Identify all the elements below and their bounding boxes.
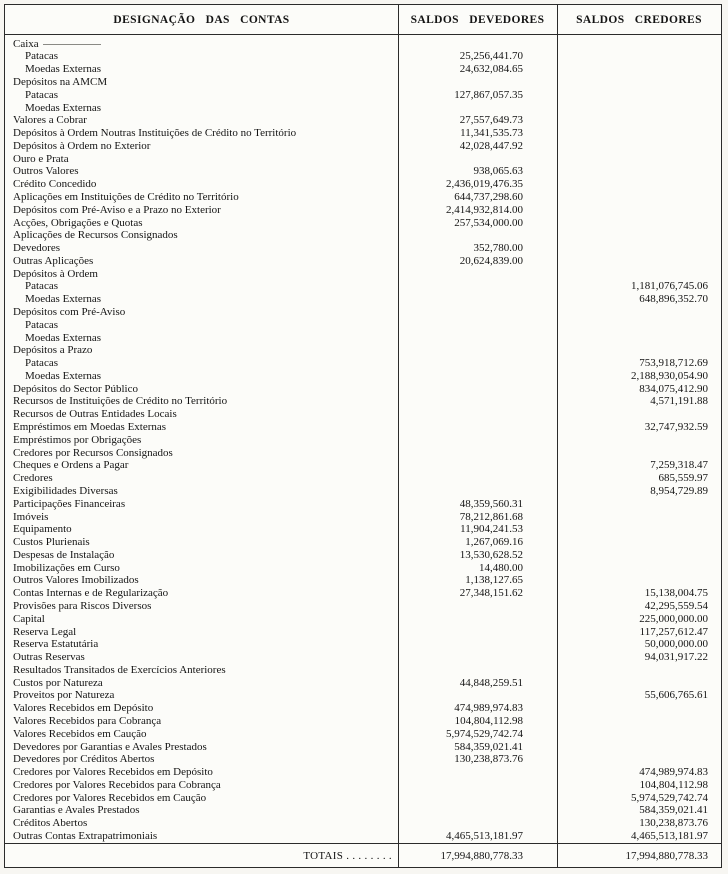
- table-row: [5, 255, 721, 268]
- debit-value: 14,480.00: [479, 561, 523, 574]
- account-label: Depósitos com Pré-Aviso: [13, 307, 126, 319]
- table-row: [5, 511, 721, 524]
- credit-value: 8,954,729.89: [650, 484, 708, 497]
- table-row: [5, 115, 721, 128]
- table-row: [5, 549, 721, 562]
- table-row: [5, 728, 721, 741]
- account-label: Recursos de Instituições de Crédito no Território: [13, 396, 228, 408]
- totals-row: [5, 843, 721, 867]
- credit-value: 474,989,974.83: [639, 766, 708, 779]
- account-label: Cheques e Ordens a Pagar: [13, 460, 129, 472]
- credit-value: 117,257,612.47: [639, 625, 708, 638]
- table-row: [5, 191, 721, 204]
- debit-value: 42,028,447.92: [459, 139, 523, 152]
- credit-value: 50,000,000.00: [644, 638, 708, 651]
- table-header-row: [5, 5, 721, 35]
- account-label: Acções, Obrigações e Quotas: [13, 217, 143, 229]
- credit-value: 753,918,712.69: [639, 357, 708, 370]
- table-row: [5, 409, 721, 422]
- account-label: Caixa: [5, 39, 398, 51]
- account-label: Outras Aplicações: [13, 255, 94, 267]
- table-row: [5, 664, 721, 677]
- credit-value: 584,359,021.41: [639, 804, 708, 817]
- debit-value: 24,632,084.65: [459, 63, 523, 76]
- debit-value: 2,414,932,814.00: [446, 203, 523, 216]
- account-label: Devedores por Créditos Abertos: [13, 754, 155, 766]
- debit-value: 27,348,151.62: [459, 587, 523, 600]
- table-row: [5, 421, 721, 434]
- table-row: [5, 51, 721, 64]
- table-row: [5, 754, 721, 767]
- debit-value: 27,557,649.73: [459, 114, 523, 127]
- debit-value: 104,804,112.98: [454, 715, 523, 728]
- balance-sheet-table: [4, 4, 722, 868]
- account-label: Outros Valores Imobilizados: [13, 575, 139, 587]
- account-label: Exigibilidades Diversas: [13, 485, 118, 497]
- table-row: [5, 140, 721, 153]
- account-label: Proveitos por Natureza: [13, 690, 115, 702]
- account-label: Custos por Natureza: [13, 677, 103, 689]
- credit-value: 15,138,004.75: [644, 587, 708, 600]
- credit-value: 1,181,076,745.06: [631, 280, 708, 293]
- table-row: [5, 281, 721, 294]
- table-row: [5, 741, 721, 754]
- credit-value: 225,000,000.00: [639, 612, 708, 625]
- account-label: Valores Recebidos em Depósito: [13, 703, 154, 715]
- account-label: Moedas Externas: [25, 64, 102, 76]
- account-label: Imobilizações em Curso: [13, 562, 120, 574]
- account-label: Depósitos do Sector Público: [13, 383, 138, 395]
- table-row: [5, 767, 721, 780]
- table-row: [5, 166, 721, 179]
- table-row: [5, 473, 721, 486]
- debit-value: 48,359,560.31: [459, 497, 523, 510]
- account-label: Credores por Recursos Consignados: [13, 447, 173, 459]
- credit-value: 648,896,352.70: [639, 293, 708, 306]
- column-divider-2: [557, 5, 558, 867]
- table-row: [5, 306, 721, 319]
- table-row: [5, 396, 721, 409]
- debit-value: 2,436,019,476.35: [446, 178, 523, 191]
- account-label: Outros Valores: [13, 166, 79, 178]
- credit-value: 2,188,930,054.90: [631, 369, 708, 382]
- table-row: [5, 76, 721, 89]
- account-label: Credores por Valores Recebidos em Depósito: [13, 767, 213, 779]
- table-row: [5, 38, 721, 51]
- account-label: Provisões para Riscos Diversos: [13, 600, 152, 612]
- account-label: Depósitos com Pré-Aviso e a Prazo no Exterior: [13, 204, 221, 216]
- credit-value: 5,974,529,742.74: [631, 791, 708, 804]
- debit-value: 11,904,241.53: [460, 523, 523, 536]
- debit-value: 644,737,298.60: [454, 190, 523, 203]
- account-label: Contas Internas e de Regularização: [13, 588, 169, 600]
- table-row: [5, 153, 721, 166]
- table-row: [5, 588, 721, 601]
- credit-value: 7,259,318.47: [650, 459, 708, 472]
- debit-value: 78,212,861.68: [459, 510, 523, 523]
- account-label: Moedas Externas: [25, 102, 102, 114]
- account-label: Depósitos na AMCM: [13, 76, 108, 88]
- account-label: Moedas Externas: [25, 294, 102, 306]
- account-label: Devedores: [13, 243, 61, 255]
- table-row: [5, 294, 721, 307]
- account-label: Crédito Concedido: [13, 179, 97, 191]
- table-body: [5, 35, 721, 843]
- debit-value: 4,465,513,181.97: [446, 830, 523, 843]
- account-label: Patacas: [25, 281, 58, 293]
- table-row: [5, 230, 721, 243]
- table-row: [5, 498, 721, 511]
- account-label: Valores a Cobrar: [13, 115, 87, 127]
- account-label: Empréstimos por Obrigações: [13, 434, 142, 446]
- table-row: [5, 358, 721, 371]
- credit-value: 55,606,765.61: [644, 689, 708, 702]
- table-row: [5, 575, 721, 588]
- account-label: Equipamento: [13, 524, 72, 536]
- account-label: Resultados Transitados de Exercícios Anteriores: [13, 664, 226, 676]
- account-label: Valores Recebidos para Cobrança: [13, 716, 162, 728]
- account-label: Credores por Valores Recebidos para Cobrança: [13, 779, 221, 791]
- account-label: Devedores por Garantias e Avales Prestados: [13, 741, 207, 753]
- decorative-rule: [43, 44, 101, 45]
- debit-value: 130,238,873.76: [454, 753, 523, 766]
- account-label: Aplicações de Recursos Consignados: [13, 230, 178, 242]
- table-row: [5, 792, 721, 805]
- account-label: Participações Financeiras: [13, 498, 126, 510]
- table-row: [5, 703, 721, 716]
- table-row: [5, 613, 721, 626]
- debit-value: 13,530,628.52: [459, 548, 523, 561]
- debit-value: 257,534,000.00: [454, 216, 523, 229]
- table-row: [5, 179, 721, 192]
- totals-label: TOTAIS . . . . . . . .: [303, 849, 392, 862]
- column-header-saldos-credores: SALDOS CREDORES: [576, 13, 702, 26]
- table-row: [5, 600, 721, 613]
- table-row: [5, 562, 721, 575]
- table-row: [5, 485, 721, 498]
- table-row: [5, 319, 721, 332]
- table-row: [5, 332, 721, 345]
- column-divider-1: [398, 5, 399, 867]
- credit-value: 834,075,412.90: [639, 382, 708, 395]
- column-header-designacao: DESIGNAÇÃO DAS CONTAS: [113, 13, 290, 26]
- account-label: Patacas: [25, 319, 58, 331]
- table-row: [5, 243, 721, 256]
- credit-value: 104,804,112.98: [639, 778, 708, 791]
- totals-debit-value: 17,994,880,778.33: [440, 849, 523, 862]
- table-row: [5, 524, 721, 537]
- credit-value: 130,238,873.76: [639, 817, 708, 830]
- account-label: Garantias e Avales Prestados: [13, 805, 140, 817]
- account-label: Ouro e Prata: [13, 153, 69, 165]
- account-label: Patacas: [25, 89, 58, 101]
- debit-value: 474,989,974.83: [454, 702, 523, 715]
- table-row: [5, 102, 721, 115]
- totals-credit-value: 17,994,880,778.33: [625, 849, 708, 862]
- table-row: [5, 830, 721, 843]
- account-label: Depósitos à Ordem no Exterior: [13, 140, 151, 152]
- table-row: [5, 383, 721, 396]
- account-label: Depósitos à Ordem Noutras Instituições de Crédito no Território: [13, 128, 297, 140]
- account-label: Capital: [13, 613, 45, 625]
- account-label: Despesas de Instalação: [13, 549, 115, 561]
- account-label: Moedas Externas: [25, 332, 102, 344]
- account-label: Reserva Estatutária: [13, 639, 99, 651]
- table-row: [5, 779, 721, 792]
- table-row: [5, 89, 721, 102]
- credit-value: 4,465,513,181.97: [631, 830, 708, 843]
- table-row: [5, 536, 721, 549]
- account-label: Recursos de Outras Entidades Locais: [13, 409, 177, 421]
- account-label: Custos Plurienais: [13, 537, 90, 549]
- table-row: [5, 677, 721, 690]
- column-header-saldos-devedores: SALDOS DEVEDORES: [410, 13, 545, 26]
- debit-value: 127,867,057.35: [454, 88, 523, 101]
- account-label: Moedas Externas: [25, 370, 102, 382]
- table-row: [5, 652, 721, 665]
- table-row: [5, 626, 721, 639]
- debit-value: 11,341,535.73: [460, 127, 523, 140]
- account-label: Imóveis: [13, 511, 49, 523]
- table-row: [5, 460, 721, 473]
- account-label: Créditos Abertos: [13, 818, 88, 830]
- debit-value: 44,848,259.51: [459, 676, 523, 689]
- account-label: Patacas: [25, 51, 58, 63]
- account-label: Outras Contas Extrapatrimoniais: [13, 831, 158, 843]
- account-label: Aplicações em Instituições de Crédito no Território: [13, 191, 239, 203]
- table-row: [5, 639, 721, 652]
- credit-value: 94,031,917.22: [644, 651, 708, 664]
- debit-value: 1,267,069.16: [465, 536, 523, 549]
- table-row: [5, 127, 721, 140]
- account-label: Depósitos a Prazo: [13, 345, 93, 357]
- table-row: [5, 434, 721, 447]
- debit-value: 938,065.63: [473, 165, 523, 178]
- credit-value: 4,571,191.88: [650, 395, 708, 408]
- debit-value: 25,256,441.70: [459, 50, 523, 63]
- table-row: [5, 217, 721, 230]
- account-label: Outras Reservas: [13, 652, 85, 664]
- debit-value: 352,780.00: [473, 242, 523, 255]
- table-row: [5, 64, 721, 77]
- table-row: [5, 447, 721, 460]
- debit-value: 20,624,839.00: [459, 254, 523, 267]
- table-row: [5, 818, 721, 831]
- table-row: [5, 715, 721, 728]
- account-label: Credores: [13, 473, 53, 485]
- table-row: [5, 268, 721, 281]
- account-label: Empréstimos em Moedas Externas: [13, 422, 167, 434]
- debit-value: 584,359,021.41: [454, 740, 523, 753]
- account-label: Patacas: [25, 358, 58, 370]
- account-label: Valores Recebidos em Caução: [13, 728, 147, 740]
- table-row: [5, 370, 721, 383]
- account-label: Reserva Legal: [13, 626, 77, 638]
- credit-value: 42,295,559.54: [644, 599, 708, 612]
- table-row: [5, 204, 721, 217]
- credit-value: 685,559.97: [658, 472, 708, 485]
- account-label: Credores por Valores Recebidos em Caução: [13, 792, 207, 804]
- debit-value: 5,974,529,742.74: [446, 727, 523, 740]
- credit-value: 32,747,932.59: [644, 421, 708, 434]
- table-row: [5, 690, 721, 703]
- debit-value: 1,138,127.65: [465, 574, 523, 587]
- table-row: [5, 805, 721, 818]
- table-row: [5, 345, 721, 358]
- account-label: Depósitos à Ordem: [13, 268, 98, 280]
